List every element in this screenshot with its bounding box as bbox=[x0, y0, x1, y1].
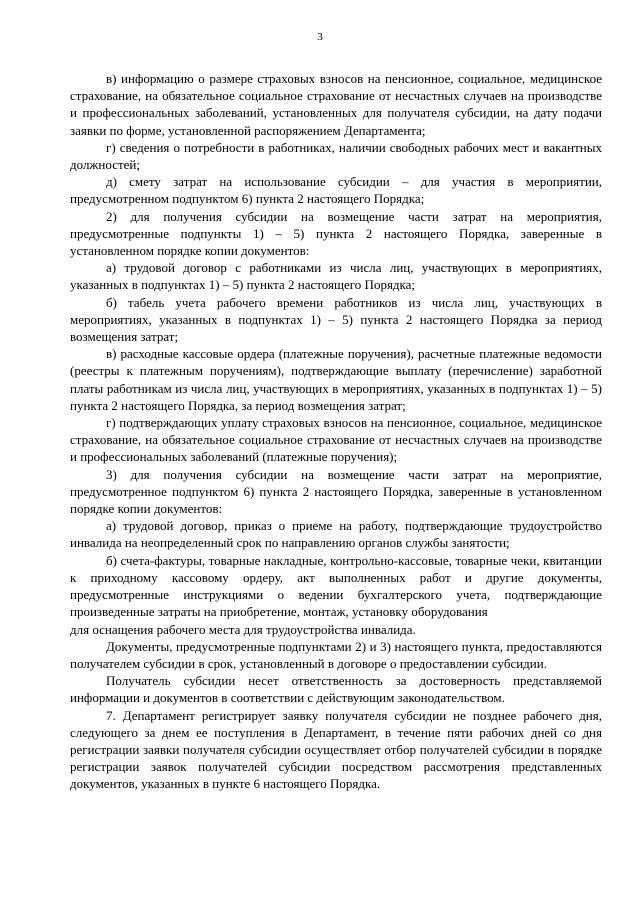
paragraph-g-insurance-payments: г) подтверждающих уплату страховых взносов на пенсионное, социальное, медицинское страхование, на обязательное социальное страхование от несчастных случаев на производстве и профессиональных заболеваний (платежные поручения); bbox=[70, 415, 602, 465]
paragraph-documents-deadline: Документы, предусмотренные подпунктами 2) и 3) настоящего пункта, предоставляются получателем субсидии в срок, установленный в договоре о предоставлении субсидии. bbox=[70, 638, 602, 671]
paragraph-v-cash-orders: в) расходные кассовые ордера (платежные поручения), расчетные платежные ведомости (реестры к платежным поручениям), подтверждающие выплату (перечисление) заработной платы работникам из числа лиц, участвующих в мероприятиях, указанных в подпунктах 1) – 5) пункта 2 настоящего Порядка, за период возмещения затрат; bbox=[70, 346, 602, 413]
paragraph-a-employment-contract: а) трудовой договор с работниками из числа лиц, участвующих в мероприятиях, указанных в подпунктах 1) – 5) пункта 2 настоящего Порядка; bbox=[70, 260, 602, 293]
paragraph-item-7: 7. Департамент регистрирует заявку получателя субсидии не позднее рабочего дня, следующего за днем ее поступления в Департамент, в течение пяти рабочих дней со дня регистрации заявки получателя субсидии осуществляет отбор получателей субсидии в порядке регистрации заявок получателей субсидии посредством рассмотрения представленных документов, указанных в пункте 6 настоящего Порядка. bbox=[70, 707, 602, 792]
paragraph-g-workforce-needs: г) сведения о потребности в работниках, наличии свободных рабочих мест и вакантных должностей; bbox=[70, 139, 602, 173]
page-number: 3 bbox=[317, 31, 323, 43]
paragraph-b-invoices: б) счета-фактуры, товарные накладные, контрольно-кассовые, товарные чеки, квитанции к приходному кассовому ордеру, акт выполненных работ и другие документы, предусмотренные инструкциями о ведении бухгалтерского учета, подтверждающие произведенные затраты на приобретение, монтаж, установку оборудования bbox=[70, 552, 602, 620]
document-body bbox=[70, 70, 602, 793]
paragraph-item-2: 2) для получения субсидии на возмещение части затрат на мероприятия, предусмотренные подпункты 1) – 5) пункта 2 настоящего Порядка, заверенные в установленном порядке копии документов: bbox=[70, 208, 602, 259]
paragraph-responsibility: Получатель субсидии несет ответственность за достоверность представляемой информации и документов в соответствии с действующим законодательством. bbox=[70, 673, 602, 706]
paragraph-d-cost-estimate: д) смету затрат на использование субсидии – для участия в мероприятии, предусмотренном подпунктом 6) пункта 2 настоящего Порядка; bbox=[70, 174, 602, 207]
paragraph-item-3: 3) для получения субсидии на возмещение части затрат на мероприятие, предусмотренное подпунктом 6) пункта 2 настоящего Порядка, заверенные в установленном порядке копии документов: bbox=[70, 466, 602, 517]
paragraph-b-timesheet: б) табель учета рабочего времени работников из числа лиц, участвующих в мероприятиях, указанных в подпунктах 1) – 5) пункта 2 настоящего Порядка за период возмещения затрат; bbox=[70, 294, 602, 345]
paragraph-b-continuation: для оснащения рабочего места для трудоустройства инвалида. bbox=[70, 621, 416, 637]
paragraph-a-hiring-order: а) трудовой договор, приказ о приеме на работу, подтверждающие трудоустройство инвалида на неопределенный срок по направлению органов службы занятости; bbox=[70, 518, 602, 551]
paragraph-v-insurance-info: в) информацию о размере страховых взносов на пенсионное, социальное, медицинское страхование, на обязательное социальное страхование от несчастных случаев на производстве и профессиональных заболеваний, установленных для получателя субсидии, на дату подачи заявки по форме, установленной распоряжением Департамента; bbox=[70, 71, 602, 138]
